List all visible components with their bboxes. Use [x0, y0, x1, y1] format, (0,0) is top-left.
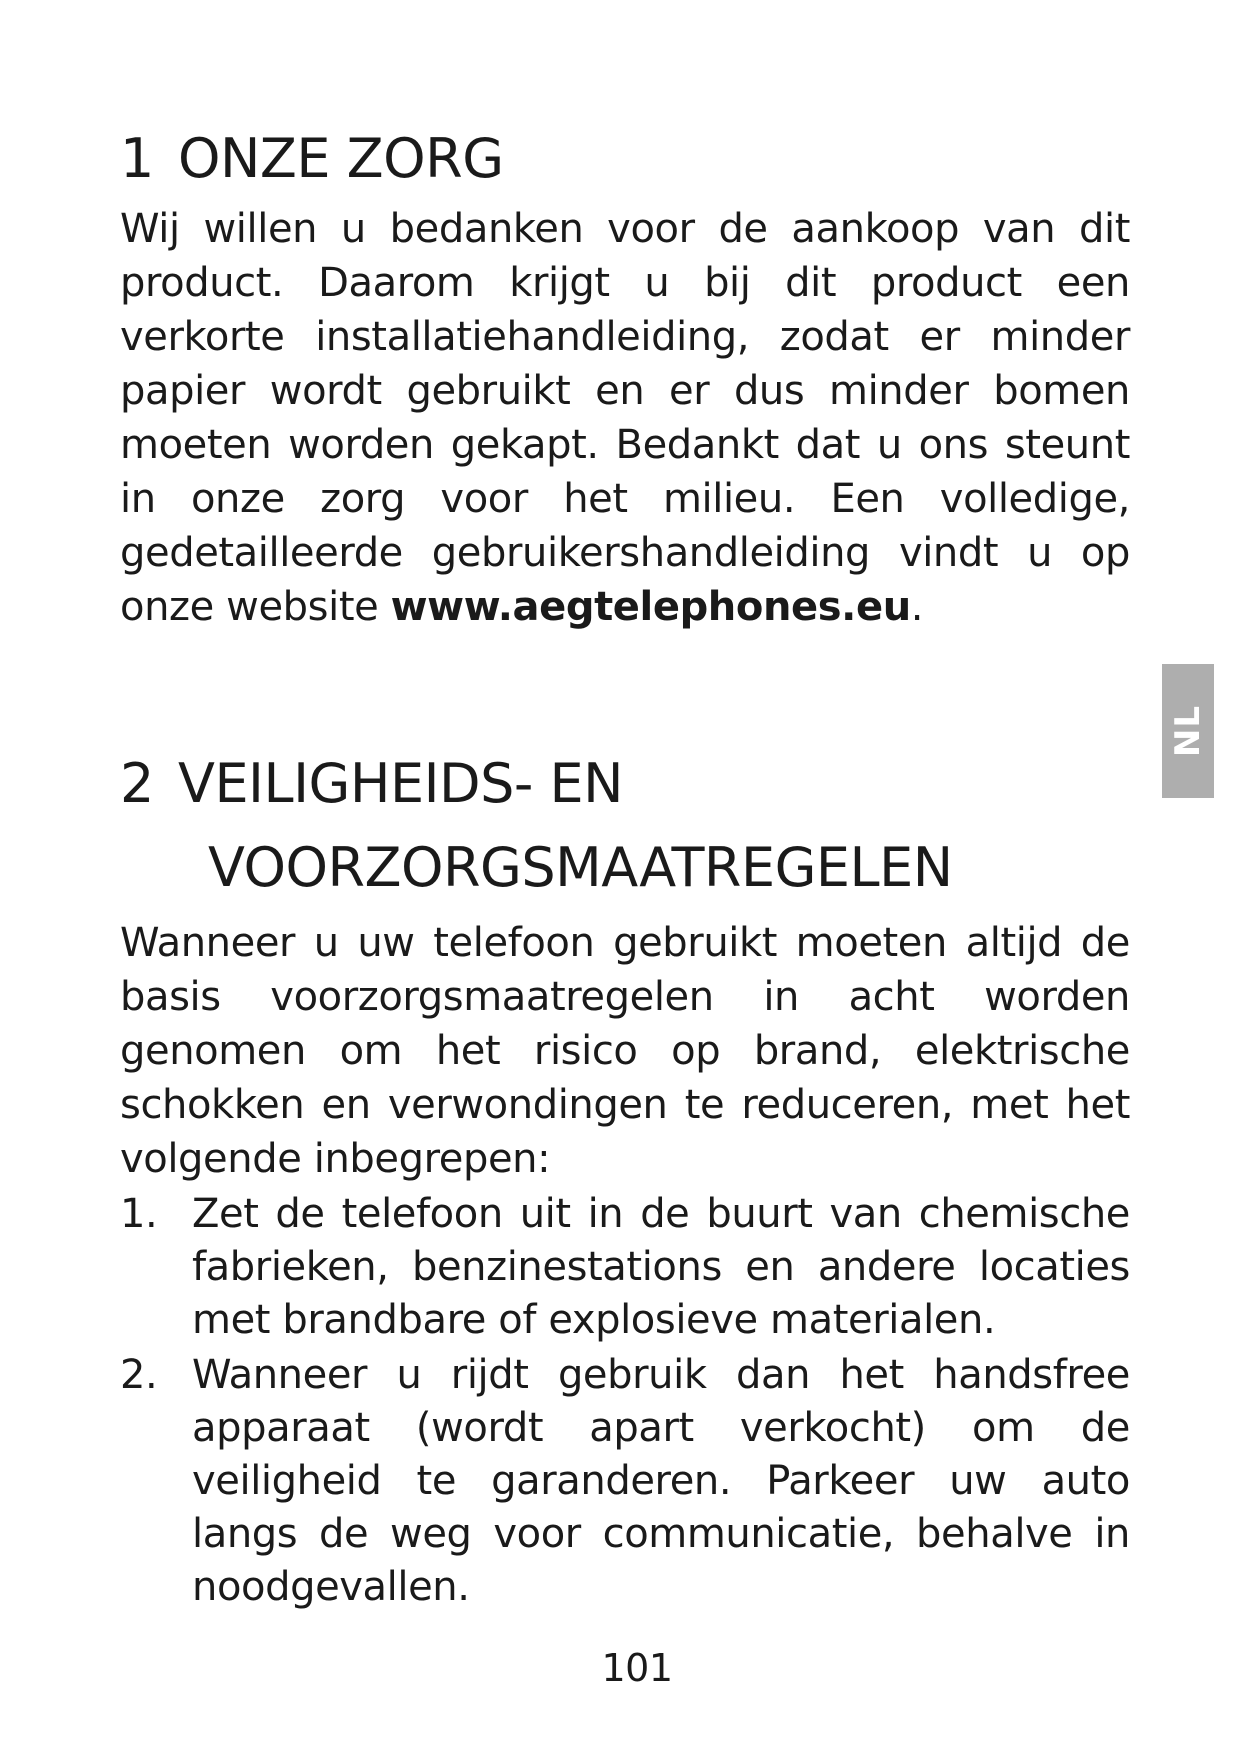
section-heading: [120, 742, 1130, 910]
language-tab-label: NL: [1168, 704, 1208, 758]
list-item-text: Wanneer u rijdt gebruik dan het handsfree apparaat (wordt apart verkocht) om de veiligheid te garanderen. Parkeer uw auto langs de weg voor communicatie, behalve in noodgevallen.: [192, 1352, 1130, 1610]
section-title: VEILIGHEIDS- EN VOORZORGSMAATREGELEN: [178, 752, 953, 899]
section-number: 2: [120, 752, 154, 815]
section-safety: [120, 742, 1130, 1614]
section-number: 1: [120, 127, 154, 190]
list-item-text: Zet de telefoon uit in de buurt van chemische fabrieken, benzinestations en andere locaties met brandbare of explosieve materialen.: [192, 1191, 1130, 1343]
section-our-care: [120, 128, 1130, 634]
page-content: [120, 128, 1130, 1616]
list-item: [120, 1188, 1130, 1347]
list-item: [120, 1349, 1130, 1614]
section-body: [120, 202, 1130, 634]
website-link[interactable]: www.aegtelephones.eu: [390, 584, 911, 630]
list-item-number: 2.: [120, 1352, 158, 1398]
section-heading: [120, 128, 1130, 190]
body-text: Wij willen u bedanken voor de aankoop van dit product. Daarom krijgt u bij dit product een verkorte installatiehandleiding, zodat er minder papier wordt gebruikt en er dus minder bomen moeten worden gekapt. Bedankt dat u ons steunt in onze zorg voor het milieu. Een volledige, gedetailleerde gebruikershandleiding vindt u op onze website: [120, 206, 1130, 630]
section-title: ONZE ZORG: [178, 127, 504, 190]
list-item-number: 1.: [120, 1191, 158, 1237]
language-tab: [1162, 664, 1214, 798]
body-trailing: .: [910, 584, 924, 630]
section-intro: Wanneer u uw telefoon gebruikt moeten altijd de basis voorzorgsmaatregelen in acht worden genomen om het risico op brand, elektrische schokken en verwondingen te reduceren, met het volgende inbegrepen:: [120, 920, 1130, 1182]
page-number: 101: [601, 1646, 673, 1690]
safety-list: [120, 1188, 1130, 1614]
